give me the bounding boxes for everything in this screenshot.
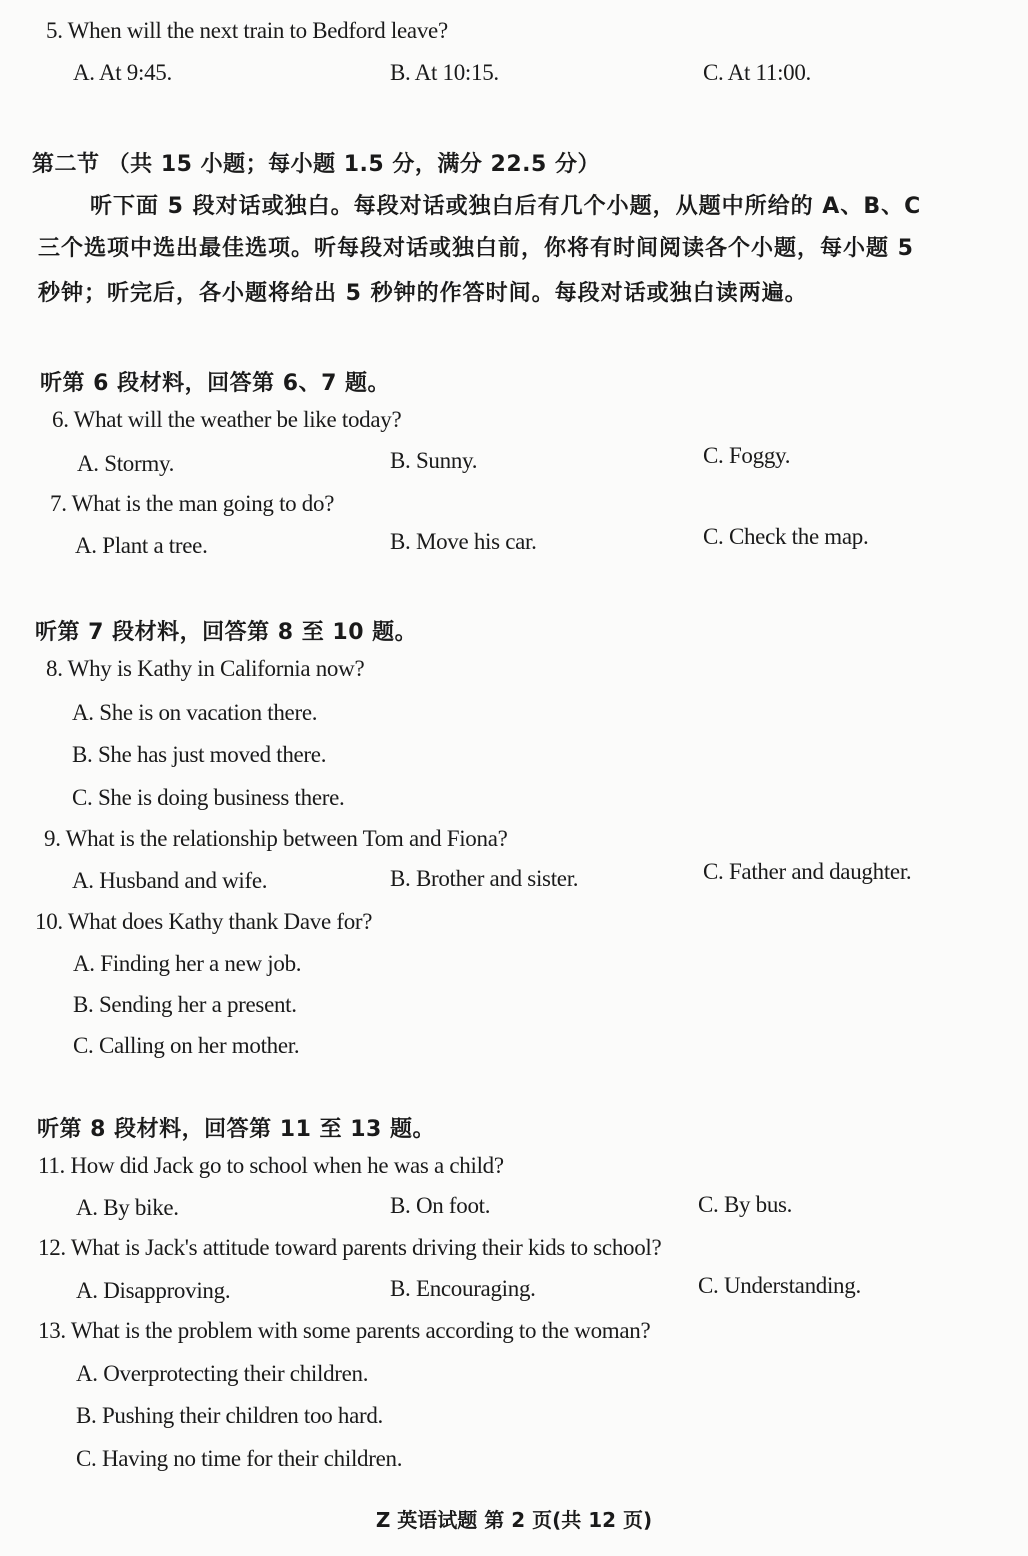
q5-option-a: A. At 9:45. [73, 60, 172, 85]
q9-option-a: A. Husband and wife. [72, 868, 268, 893]
q8-option-c: C. She is doing business there. [72, 785, 345, 810]
question-6: 6. What will the weather be like today? [52, 407, 402, 432]
q5-option-c: C. At 11:00. [703, 60, 812, 85]
part7-heading: 听第 7 段材料，回答第 8 至 10 题。 [35, 620, 418, 645]
q10-option-a: A. Finding her a new job. [73, 951, 302, 976]
q6-option-b: B. Sunny. [390, 448, 478, 473]
q5-option-b: B. At 10:15. [390, 60, 499, 85]
part6-heading: 听第 6 段材料，回答第 6、7 题。 [40, 371, 391, 396]
question-13: 13. What is the problem with some parents according to the woman? [38, 1318, 651, 1343]
q11-option-b: B. On foot. [390, 1193, 491, 1218]
question-11: 11. How did Jack go to school when he was a child? [38, 1153, 504, 1178]
q11-option-a: A. By bike. [76, 1195, 179, 1220]
q13-option-b: B. Pushing their children too hard. [76, 1403, 383, 1428]
instructions-line-3: 秒钟；听完后，各小题将给出 5 秒钟的作答时间。每段对话或独白读两遍。 [38, 281, 808, 306]
q8-option-a: A. She is on vacation there. [72, 700, 318, 725]
q8-option-b: B. She has just moved there. [72, 742, 327, 767]
question-10: 10. What does Kathy thank Dave for? [35, 909, 373, 934]
q13-option-a: A. Overprotecting their children. [76, 1361, 369, 1386]
q13-option-c: C. Having no time for their children. [76, 1446, 403, 1471]
question-7: 7. What is the man going to do? [50, 491, 335, 516]
q9-option-c: C. Father and daughter. [703, 859, 912, 884]
q6-option-c: C. Foggy. [703, 443, 791, 468]
question-5: 5. When will the next train to Bedford leave? [46, 18, 448, 43]
q12-option-c: C. Understanding. [698, 1273, 861, 1298]
question-8: 8. Why is Kathy in California now? [46, 656, 365, 681]
question-12: 12. What is Jack's attitude toward parents driving their kids to school? [38, 1235, 662, 1260]
q6-option-a: A. Stormy. [77, 451, 175, 476]
instructions-line-1: 听下面 5 段对话或独白。每段对话或独白后有几个小题，从题中所给的 A、B、C [90, 194, 922, 219]
q7-option-c: C. Check the map. [703, 524, 869, 549]
q10-option-c: C. Calling on her mother. [73, 1033, 300, 1058]
instructions-line-2: 三个选项中选出最佳选项。听每段对话或独白前，你将有时间阅读各个小题，每小题 5 [38, 236, 914, 261]
page-footer: Z 英语试题 第 2 页(共 12 页) [375, 1508, 653, 1532]
q12-option-a: A. Disapproving. [76, 1278, 231, 1303]
q9-option-b: B. Brother and sister. [390, 866, 579, 891]
q7-option-a: A. Plant a tree. [75, 533, 208, 558]
q11-option-c: C. By bus. [698, 1192, 793, 1217]
part8-heading: 听第 8 段材料，回答第 11 至 13 题。 [37, 1117, 435, 1142]
section-title: 第二节 （共 15 小题；每小题 1.5 分，满分 22.5 分） [32, 152, 600, 177]
q10-option-b: B. Sending her a present. [73, 992, 297, 1017]
q7-option-b: B. Move his car. [390, 529, 537, 554]
question-9: 9. What is the relationship between Tom and Fiona? [44, 826, 508, 851]
q12-option-b: B. Encouraging. [390, 1276, 536, 1301]
